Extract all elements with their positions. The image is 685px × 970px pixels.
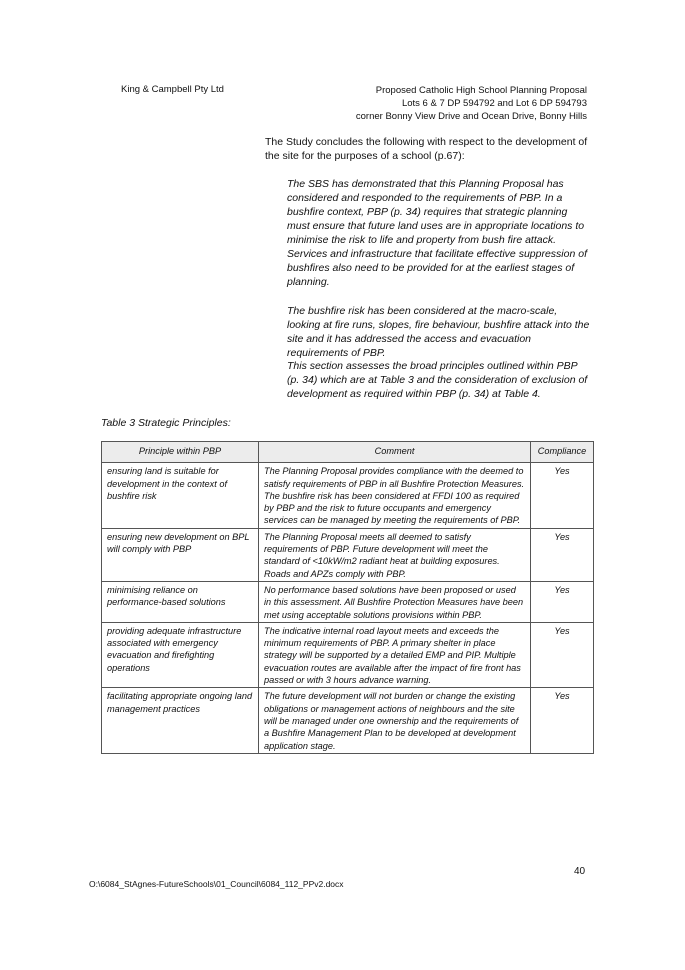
- table-row: [102, 622, 594, 687]
- page-number: 40: [574, 866, 586, 877]
- cell-principle: ensuring new development on BPL will comply with PBP: [102, 528, 259, 581]
- cell-comment: The future development will not burden or change the existing obligations or management actions of neighbours and the site will be managed under one ownership and the requirements of a Bushfire Management Plan to be developed at development application stage.: [259, 688, 531, 753]
- table-row: [102, 581, 594, 622]
- cell-compliance: Yes: [531, 688, 594, 753]
- table-row: [102, 688, 594, 753]
- cell-compliance: Yes: [531, 622, 594, 687]
- table-row: [102, 463, 594, 528]
- table-caption: Table 3 Strategic Principles:: [101, 417, 231, 429]
- table-header-row: [102, 442, 594, 463]
- cell-principle: ensuring land is suitable for development in the context of bushfire risk: [102, 463, 259, 528]
- quote-paragraph-1: The SBS has demonstrated that this Planning Proposal has considered and responded to the requirements of PBP. In a bushfire context, PBP (p. 34) requires that strategic planning must ensure that future land uses are in appropriate locations to minimise the risk to life and property from bush fire attack. Services and infrastructure that facilitate effective suppression of bushfires also need to be provided for at the earliest stages of planning.: [287, 178, 587, 288]
- cell-compliance: Yes: [531, 528, 594, 581]
- cell-principle: facilitating appropriate ongoing land management practices: [102, 688, 259, 753]
- cell-principle: minimising reliance on performance-based solutions: [102, 581, 259, 622]
- cell-comment: The Planning Proposal provides compliance with the deemed to satisfy requirements of PBP in all Bushfire Protection Measures. The bushfire risk has been considered at FFDI 100 as required by PBP and the risk to future occupants and emergency services can be managed by meeting the requirements of PBP.: [259, 463, 531, 528]
- table-row: [102, 528, 594, 581]
- header-line-1: Proposed Catholic High School Planning Proposal: [375, 85, 587, 96]
- header-company: King & Campbell Pty Ltd: [121, 84, 224, 95]
- cell-comment: No performance based solutions have been proposed or used in this assessment. All Bushfire Protection Measures have been met using acceptable solutions provisions within PBP.: [259, 581, 531, 622]
- header-line-2: Lots 6 & 7 DP 594792 and Lot 6 DP 594793: [401, 98, 587, 109]
- cell-comment: The Planning Proposal meets all deemed to satisfy requirements of PBP. Future development will meet the standard of <10kW/m2 radiant heat at building exposures. Roads and APZs comply with PBP.: [259, 528, 531, 581]
- intro-paragraph: The Study concludes the following with respect to the development of the site for the purposes of a school (p.67):: [265, 136, 588, 162]
- quote-paragraph-3: This section assesses the broad principles outlined within PBP (p. 34) which are at Table 3 and the consideration of exclusion of development as required within PBP (p. 34) at Table 4.: [287, 360, 588, 400]
- header-comment: Comment: [259, 442, 531, 463]
- header-principle: Principle within PBP: [102, 442, 259, 463]
- footer-file-path: O:\6084_StAgnes-FutureSchools\01_Council\6084_112_PPv2.docx: [89, 879, 344, 889]
- cell-compliance: Yes: [531, 463, 594, 528]
- cell-comment: The indicative internal road layout meets and exceeds the minimum requirements of PBP. A primary shelter in place strategy will be supported by a detailed EMP and PIP. Multiple evacuation routes are available after the impact of fire front has passed or with 3 hours advance warning.: [259, 622, 531, 687]
- header-project-info: [356, 84, 587, 123]
- header-compliance: Compliance: [531, 442, 594, 463]
- strategic-principles-table: [101, 441, 594, 754]
- quote-paragraph-2: The bushfire risk has been considered at the macro-scale, looking at fire runs, slopes, fire behaviour, bushfire attack into the site and it has addressed the access and evacuation requirements of PBP.: [287, 305, 590, 359]
- header-line-3: corner Bonny View Drive and Ocean Drive, Bonny Hills: [355, 111, 587, 122]
- cell-compliance: Yes: [531, 581, 594, 622]
- cell-principle: providing adequate infrastructure associated with emergency evacuation and firefighting operations: [102, 622, 259, 687]
